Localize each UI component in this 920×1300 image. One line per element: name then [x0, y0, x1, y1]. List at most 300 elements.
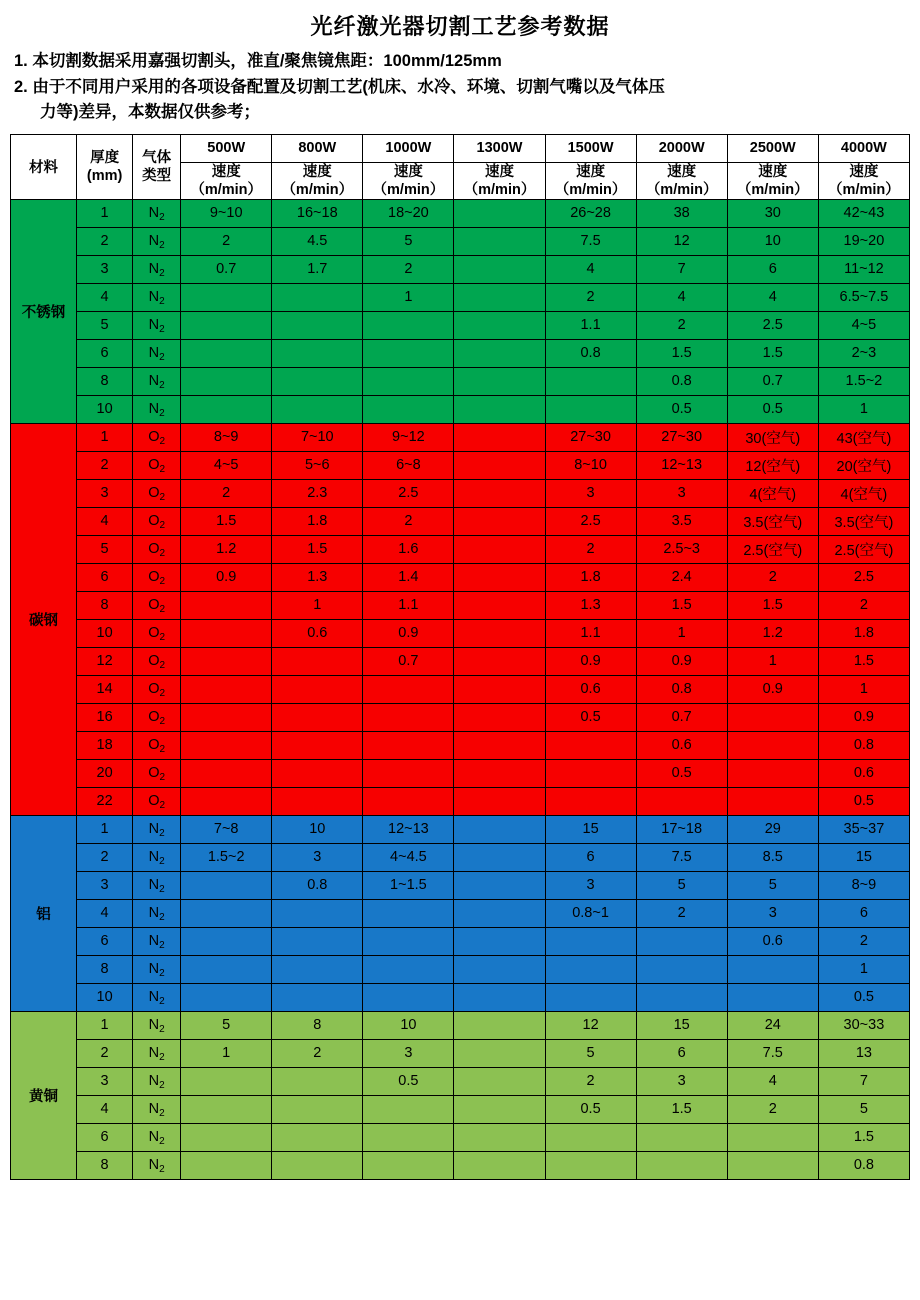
- speed-cell-4000w: 1.5: [818, 1123, 909, 1151]
- speed-cell-2000w: 3: [636, 479, 727, 507]
- speed-cell-1500w: [545, 927, 636, 955]
- speed-cell-500w: [181, 731, 272, 759]
- thickness-cell: 1: [77, 423, 133, 451]
- gas-cell: $N_2$: [133, 311, 181, 339]
- gas-cell: $O_2$: [133, 703, 181, 731]
- material-cell: 黄铜: [11, 1011, 77, 1179]
- speed-cell-2500w: 1.5: [727, 339, 818, 367]
- speed-cell-2000w: 6: [636, 1039, 727, 1067]
- speed-cell-2500w: 0.5: [727, 395, 818, 423]
- speed-cell-2500w: [727, 1151, 818, 1179]
- speed-unit: （m/min）: [645, 181, 718, 198]
- speed-cell-1000w: [363, 395, 454, 423]
- thickness-cell: 5: [77, 311, 133, 339]
- speed-cell-2000w: 7: [636, 255, 727, 283]
- gas-cell: $O_2$: [133, 451, 181, 479]
- speed-cell-4000w: 0.8: [818, 731, 909, 759]
- speed-cell-1300w: [454, 983, 545, 1011]
- header-gas-line2: 类型: [142, 167, 172, 184]
- table-row: [11, 479, 910, 507]
- speed-cell-1500w: [545, 395, 636, 423]
- speed-cell-1000w: [363, 927, 454, 955]
- speed-cell-800w: 1: [272, 591, 363, 619]
- speed-cell-500w: 0.7: [181, 255, 272, 283]
- thickness-cell: 2: [77, 1039, 133, 1067]
- speed-cell-500w: [181, 283, 272, 311]
- gas-cell: $O_2$: [133, 787, 181, 815]
- speed-cell-1000w: 2: [363, 255, 454, 283]
- thickness-cell: 1: [77, 815, 133, 843]
- speed-cell-2500w: 1.2: [727, 619, 818, 647]
- table-row: [11, 199, 910, 227]
- speed-cell-1300w: [454, 899, 545, 927]
- thickness-cell: 4: [77, 283, 133, 311]
- header-thickness: [77, 134, 133, 199]
- speed-cell-2500w: [727, 1123, 818, 1151]
- table-row: [11, 255, 910, 283]
- cutting-parameters-table: [10, 134, 910, 1180]
- gas-cell: $N_2$: [133, 395, 181, 423]
- speed-unit: （m/min）: [190, 181, 263, 198]
- speed-cell-4000w: 6.5~7.5: [818, 283, 909, 311]
- speed-cell-500w: 8~9: [181, 423, 272, 451]
- thickness-cell: 10: [77, 619, 133, 647]
- speed-cell-1500w: 2: [545, 1067, 636, 1095]
- thickness-cell: 18: [77, 731, 133, 759]
- speed-cell-2000w: 1.5: [636, 339, 727, 367]
- thickness-cell: 1: [77, 199, 133, 227]
- thickness-cell: 14: [77, 675, 133, 703]
- thickness-cell: 22: [77, 787, 133, 815]
- speed-cell-1000w: 3: [363, 1039, 454, 1067]
- table-row: [11, 227, 910, 255]
- header-power-4000w: 4000W: [818, 134, 909, 162]
- speed-cell-4000w: 4(空气): [818, 479, 909, 507]
- speed-cell-4000w: 0.5: [818, 983, 909, 1011]
- speed-cell-1000w: 5: [363, 227, 454, 255]
- speed-cell-1500w: 3: [545, 479, 636, 507]
- speed-unit: （m/min）: [736, 181, 809, 198]
- speed-cell-2000w: [636, 983, 727, 1011]
- speed-cell-2500w: 30(空气): [727, 423, 818, 451]
- speed-cell-1500w: 2: [545, 535, 636, 563]
- speed-cell-2000w: 7.5: [636, 843, 727, 871]
- gas-cell: $O_2$: [133, 731, 181, 759]
- speed-cell-800w: [272, 283, 363, 311]
- table-row: [11, 1011, 910, 1039]
- speed-cell-2000w: [636, 927, 727, 955]
- speed-cell-500w: 0.9: [181, 563, 272, 591]
- speed-cell-1000w: [363, 703, 454, 731]
- speed-cell-4000w: 15: [818, 843, 909, 871]
- speed-cell-2000w: 38: [636, 199, 727, 227]
- speed-cell-1300w: [454, 591, 545, 619]
- speed-cell-1000w: 1.6: [363, 535, 454, 563]
- header-speed-500w: [181, 162, 272, 199]
- header-thickness-line2: (mm): [86, 167, 123, 184]
- speed-cell-800w: 16~18: [272, 199, 363, 227]
- speed-cell-1500w: 12: [545, 1011, 636, 1039]
- speed-cell-800w: [272, 1095, 363, 1123]
- speed-cell-1500w: [545, 955, 636, 983]
- speed-cell-1500w: 1.8: [545, 563, 636, 591]
- speed-cell-4000w: 1: [818, 675, 909, 703]
- speed-label: 速度: [211, 163, 241, 180]
- speed-cell-2000w: 12~13: [636, 451, 727, 479]
- speed-cell-1000w: [363, 983, 454, 1011]
- speed-cell-1300w: [454, 787, 545, 815]
- speed-cell-4000w: 7: [818, 1067, 909, 1095]
- speed-unit: （m/min）: [828, 181, 900, 198]
- material-cell: 铝: [11, 815, 77, 1011]
- gas-cell: $N_2$: [133, 871, 181, 899]
- speed-cell-2000w: 2.5~3: [636, 535, 727, 563]
- speed-cell-2500w: 3.5(空气): [727, 507, 818, 535]
- speed-cell-800w: [272, 927, 363, 955]
- header-power-500w: 500W: [181, 134, 272, 162]
- speed-cell-1300w: [454, 955, 545, 983]
- thickness-cell: 6: [77, 1123, 133, 1151]
- speed-cell-1300w: [454, 927, 545, 955]
- note-line-1: 1. 本切割数据采用嘉强切割头，准直/聚焦镜焦距：100mm/125mm: [14, 52, 502, 70]
- speed-cell-2000w: 0.7: [636, 703, 727, 731]
- table-row: [11, 703, 910, 731]
- header-thickness-line1: 厚度: [90, 149, 120, 166]
- speed-cell-1000w: [363, 339, 454, 367]
- thickness-cell: 6: [77, 927, 133, 955]
- speed-cell-1300w: [454, 1067, 545, 1095]
- speed-cell-4000w: 5: [818, 1095, 909, 1123]
- gas-cell: $N_2$: [133, 1151, 181, 1179]
- speed-cell-1300w: [454, 423, 545, 451]
- speed-cell-500w: 7~8: [181, 815, 272, 843]
- speed-cell-2500w: [727, 787, 818, 815]
- gas-cell: $N_2$: [133, 899, 181, 927]
- speed-cell-1000w: [363, 899, 454, 927]
- speed-cell-2000w: 0.5: [636, 395, 727, 423]
- speed-cell-4000w: 4~5: [818, 311, 909, 339]
- table-row: [11, 507, 910, 535]
- speed-cell-500w: 1.5: [181, 507, 272, 535]
- table-row: [11, 1151, 910, 1179]
- speed-unit: （m/min）: [554, 181, 627, 198]
- header-speed-1500w: [545, 162, 636, 199]
- speed-cell-500w: [181, 703, 272, 731]
- speed-cell-1000w: 1: [363, 283, 454, 311]
- header-power-2000w: 2000W: [636, 134, 727, 162]
- speed-cell-800w: [272, 787, 363, 815]
- thickness-cell: 8: [77, 367, 133, 395]
- header-material: 材料: [11, 134, 77, 199]
- speed-cell-4000w: 0.8: [818, 1151, 909, 1179]
- speed-unit: （m/min）: [372, 181, 445, 198]
- header-speed-800w: [272, 162, 363, 199]
- speed-cell-4000w: 20(空气): [818, 451, 909, 479]
- speed-cell-1500w: 0.5: [545, 703, 636, 731]
- speed-cell-1300w: [454, 1151, 545, 1179]
- page-title: 光纤激光器切割工艺参考数据: [310, 14, 610, 39]
- speed-cell-1000w: 10: [363, 1011, 454, 1039]
- header-power-1500w: 1500W: [545, 134, 636, 162]
- speed-cell-1300w: [454, 871, 545, 899]
- speed-cell-800w: [272, 1067, 363, 1095]
- material-cell: 不锈钢: [11, 199, 77, 423]
- speed-cell-500w: [181, 619, 272, 647]
- gas-cell: $N_2$: [133, 339, 181, 367]
- speed-label: 速度: [302, 163, 332, 180]
- speed-cell-1000w: 1~1.5: [363, 871, 454, 899]
- table-row: [11, 675, 910, 703]
- speed-cell-2000w: 3.5: [636, 507, 727, 535]
- table-row: [11, 647, 910, 675]
- speed-cell-1000w: 12~13: [363, 815, 454, 843]
- gas-cell: $O_2$: [133, 759, 181, 787]
- table-row: [11, 563, 910, 591]
- speed-cell-500w: [181, 1151, 272, 1179]
- speed-cell-1000w: 0.5: [363, 1067, 454, 1095]
- speed-cell-2000w: 0.8: [636, 367, 727, 395]
- speed-cell-2500w: [727, 955, 818, 983]
- table-row: [11, 1067, 910, 1095]
- speed-cell-500w: [181, 395, 272, 423]
- speed-cell-2000w: [636, 787, 727, 815]
- speed-cell-2000w: 1: [636, 619, 727, 647]
- speed-cell-500w: [181, 1067, 272, 1095]
- thickness-cell: 2: [77, 451, 133, 479]
- thickness-cell: 3: [77, 255, 133, 283]
- speed-cell-500w: [181, 871, 272, 899]
- speed-cell-2500w: 4: [727, 283, 818, 311]
- speed-cell-1500w: 7.5: [545, 227, 636, 255]
- speed-cell-500w: 2: [181, 227, 272, 255]
- speed-cell-800w: [272, 759, 363, 787]
- speed-cell-1300w: [454, 675, 545, 703]
- gas-cell: $N_2$: [133, 983, 181, 1011]
- speed-cell-1000w: 6~8: [363, 451, 454, 479]
- speed-cell-1000w: 1.4: [363, 563, 454, 591]
- speed-cell-4000w: 35~37: [818, 815, 909, 843]
- speed-cell-2000w: 27~30: [636, 423, 727, 451]
- speed-cell-500w: [181, 899, 272, 927]
- speed-cell-500w: 9~10: [181, 199, 272, 227]
- table-row: [11, 535, 910, 563]
- speed-cell-1000w: 18~20: [363, 199, 454, 227]
- speed-cell-1500w: 3: [545, 871, 636, 899]
- speed-cell-1500w: 2: [545, 283, 636, 311]
- thickness-cell: 12: [77, 647, 133, 675]
- speed-cell-2500w: 0.6: [727, 927, 818, 955]
- gas-cell: $N_2$: [133, 283, 181, 311]
- speed-cell-2500w: 0.7: [727, 367, 818, 395]
- speed-cell-2500w: 30: [727, 199, 818, 227]
- speed-cell-500w: [181, 675, 272, 703]
- speed-cell-800w: 1.8: [272, 507, 363, 535]
- table-row: [11, 395, 910, 423]
- table-row: [11, 423, 910, 451]
- speed-cell-1000w: [363, 1095, 454, 1123]
- header-speed-1300w: [454, 162, 545, 199]
- speed-cell-2000w: 0.6: [636, 731, 727, 759]
- speed-cell-500w: [181, 759, 272, 787]
- speed-cell-1500w: [545, 759, 636, 787]
- gas-cell: $O_2$: [133, 619, 181, 647]
- table-header: [11, 134, 910, 199]
- table-row: [11, 955, 910, 983]
- table-row: [11, 815, 910, 843]
- speed-cell-1300w: [454, 451, 545, 479]
- speed-cell-2500w: 4: [727, 1067, 818, 1095]
- speed-cell-500w: 1: [181, 1039, 272, 1067]
- speed-cell-800w: [272, 955, 363, 983]
- gas-cell: $N_2$: [133, 255, 181, 283]
- table-row: [11, 283, 910, 311]
- gas-cell: $N_2$: [133, 955, 181, 983]
- speed-cell-1500w: [545, 787, 636, 815]
- speed-cell-2500w: [727, 731, 818, 759]
- speed-cell-2000w: 17~18: [636, 815, 727, 843]
- speed-cell-2000w: 0.5: [636, 759, 727, 787]
- speed-cell-1000w: [363, 675, 454, 703]
- speed-unit: （m/min）: [463, 181, 536, 198]
- speed-cell-1500w: 1.1: [545, 619, 636, 647]
- note-line-3-text: 力等)差异，本数据仅供参考；: [40, 103, 260, 122]
- speed-cell-4000w: 2: [818, 591, 909, 619]
- speed-cell-800w: 1.3: [272, 563, 363, 591]
- speed-cell-800w: 7~10: [272, 423, 363, 451]
- speed-cell-500w: 1.2: [181, 535, 272, 563]
- speed-cell-1300w: [454, 1039, 545, 1067]
- speed-cell-1500w: 0.5: [545, 1095, 636, 1123]
- speed-cell-2000w: 12: [636, 227, 727, 255]
- speed-cell-800w: [272, 395, 363, 423]
- speed-unit: （m/min）: [281, 181, 354, 198]
- speed-cell-4000w: 1: [818, 955, 909, 983]
- speed-cell-500w: 5: [181, 1011, 272, 1039]
- speed-cell-4000w: 0.6: [818, 759, 909, 787]
- speed-cell-2500w: 12(空气): [727, 451, 818, 479]
- speed-cell-800w: [272, 311, 363, 339]
- speed-cell-4000w: 0.9: [818, 703, 909, 731]
- speed-cell-1000w: 4~4.5: [363, 843, 454, 871]
- speed-cell-500w: [181, 339, 272, 367]
- speed-cell-2500w: 7.5: [727, 1039, 818, 1067]
- speed-cell-1000w: 0.9: [363, 619, 454, 647]
- speed-cell-1500w: 0.6: [545, 675, 636, 703]
- header-speed-1000w: [363, 162, 454, 199]
- speed-cell-4000w: 43(空气): [818, 423, 909, 451]
- speed-cell-1300w: [454, 1123, 545, 1151]
- speed-cell-1300w: [454, 703, 545, 731]
- thickness-cell: 3: [77, 871, 133, 899]
- speed-cell-2000w: 2: [636, 311, 727, 339]
- speed-cell-1300w: [454, 1011, 545, 1039]
- speed-cell-2000w: 4: [636, 283, 727, 311]
- table-row: [11, 339, 910, 367]
- gas-cell: $O_2$: [133, 479, 181, 507]
- speed-cell-1500w: 0.8~1: [545, 899, 636, 927]
- speed-cell-1500w: 6: [545, 843, 636, 871]
- gas-cell: $O_2$: [133, 423, 181, 451]
- speed-cell-800w: [272, 1123, 363, 1151]
- speed-cell-2000w: 5: [636, 871, 727, 899]
- speed-cell-1300w: [454, 1095, 545, 1123]
- speed-cell-800w: 1.7: [272, 255, 363, 283]
- speed-cell-2500w: 6: [727, 255, 818, 283]
- speed-cell-2000w: [636, 1123, 727, 1151]
- header-gas: [133, 134, 181, 199]
- speed-cell-1300w: [454, 395, 545, 423]
- speed-cell-800w: [272, 983, 363, 1011]
- speed-cell-2500w: 2.5: [727, 311, 818, 339]
- gas-cell: $N_2$: [133, 927, 181, 955]
- speed-cell-2500w: 5: [727, 871, 818, 899]
- gas-cell: $O_2$: [133, 535, 181, 563]
- speed-label: 速度: [393, 163, 423, 180]
- speed-cell-500w: [181, 927, 272, 955]
- speed-cell-4000w: 1: [818, 395, 909, 423]
- speed-cell-4000w: 2: [818, 927, 909, 955]
- thickness-cell: 6: [77, 339, 133, 367]
- speed-cell-500w: [181, 591, 272, 619]
- speed-cell-800w: [272, 675, 363, 703]
- speed-cell-500w: [181, 955, 272, 983]
- header-row-power: [11, 134, 910, 162]
- speed-cell-2000w: 0.8: [636, 675, 727, 703]
- speed-cell-1500w: 15: [545, 815, 636, 843]
- speed-cell-1000w: 2: [363, 507, 454, 535]
- header-speed-2000w: [636, 162, 727, 199]
- thickness-cell: 4: [77, 899, 133, 927]
- speed-cell-4000w: 2.5(空气): [818, 535, 909, 563]
- speed-cell-500w: 1.5~2: [181, 843, 272, 871]
- speed-cell-1500w: [545, 983, 636, 1011]
- note-line-2-text: 2. 由于不同用户采用的各项设备配置及切割工艺(机床、水冷、环境、切割气嘴以及气体压: [14, 77, 665, 96]
- speed-cell-800w: [272, 647, 363, 675]
- speed-cell-1500w: 0.9: [545, 647, 636, 675]
- speed-cell-1000w: [363, 787, 454, 815]
- speed-cell-2000w: 2.4: [636, 563, 727, 591]
- speed-cell-1300w: [454, 283, 545, 311]
- speed-cell-2000w: 1.5: [636, 591, 727, 619]
- header-speed-2500w: [727, 162, 818, 199]
- speed-cell-1300w: [454, 563, 545, 591]
- gas-cell: $N_2$: [133, 1095, 181, 1123]
- speed-cell-2500w: 4(空气): [727, 479, 818, 507]
- speed-cell-1300w: [454, 255, 545, 283]
- speed-cell-2500w: 2.5(空气): [727, 535, 818, 563]
- speed-cell-1000w: [363, 955, 454, 983]
- speed-cell-1500w: [545, 1123, 636, 1151]
- speed-cell-1300w: [454, 311, 545, 339]
- speed-cell-800w: [272, 339, 363, 367]
- gas-cell: $N_2$: [133, 199, 181, 227]
- thickness-cell: 1: [77, 1011, 133, 1039]
- speed-cell-2500w: [727, 759, 818, 787]
- speed-cell-2000w: [636, 1151, 727, 1179]
- table-row: [11, 871, 910, 899]
- table-row: [11, 591, 910, 619]
- speed-cell-4000w: 1.8: [818, 619, 909, 647]
- speed-cell-800w: 2: [272, 1039, 363, 1067]
- speed-cell-500w: [181, 1123, 272, 1151]
- speed-cell-4000w: 1.5~2: [818, 367, 909, 395]
- table-row: [11, 367, 910, 395]
- thickness-cell: 2: [77, 843, 133, 871]
- speed-cell-2500w: 1: [727, 647, 818, 675]
- gas-cell: $O_2$: [133, 675, 181, 703]
- speed-cell-4000w: 11~12: [818, 255, 909, 283]
- table-row: [11, 619, 910, 647]
